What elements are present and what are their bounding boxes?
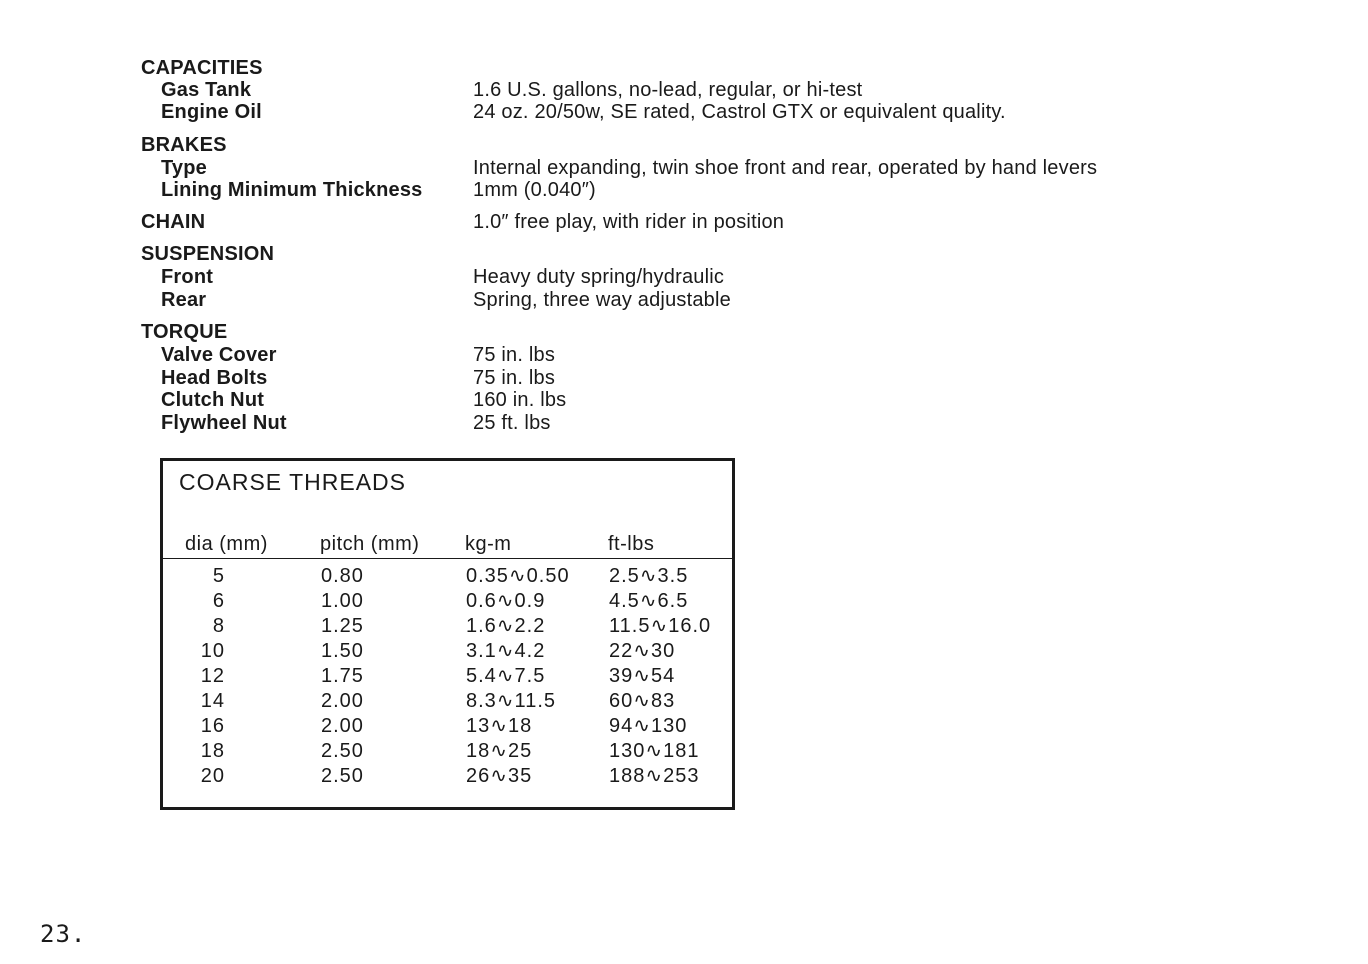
spec-row-head-bolts bbox=[0, 366, 1368, 390]
spec-label: Front bbox=[161, 266, 214, 288]
spec-label: SUSPENSION bbox=[141, 243, 275, 265]
spec-value: 25 ft. lbs bbox=[473, 412, 551, 434]
table-row bbox=[163, 714, 735, 739]
spec-label: Flywheel Nut bbox=[161, 412, 287, 434]
pitch-cell: 1.75 bbox=[321, 665, 364, 687]
spec-label: Clutch Nut bbox=[161, 389, 265, 411]
dia-cell: 18 bbox=[200, 740, 225, 762]
kg-m-cell: 0.6∿0.9 bbox=[466, 590, 546, 612]
dia-cell: 6 bbox=[212, 590, 225, 612]
ft-lbs-cell: 60∿83 bbox=[609, 690, 676, 712]
spec-row-clutch-nut bbox=[0, 388, 1368, 412]
ft-lbs-cell: 94∿130 bbox=[609, 715, 688, 737]
table-row bbox=[163, 589, 735, 614]
pitch-cell: 0.80 bbox=[321, 565, 364, 587]
page-number: 23. bbox=[40, 920, 87, 948]
spec-label: BRAKES bbox=[141, 134, 227, 156]
spec-label: CHAIN bbox=[141, 211, 206, 233]
spec-value: Internal expanding, twin shoe front and rear, operated by hand levers bbox=[473, 157, 1098, 179]
table-row bbox=[163, 564, 735, 589]
spec-value: 1.6 U.S. gallons, no-lead, regular, or hi-test bbox=[473, 79, 863, 101]
ft-lbs-cell: 2.5∿3.5 bbox=[609, 565, 689, 587]
dia-cell: 10 bbox=[200, 640, 225, 662]
kg-m-cell: 26∿35 bbox=[466, 765, 533, 787]
dia-cell: 16 bbox=[200, 715, 225, 737]
header-divider bbox=[163, 558, 735, 559]
dia-cell: 14 bbox=[200, 690, 225, 712]
pitch-cell: 1.00 bbox=[321, 590, 364, 612]
spec-label: Gas Tank bbox=[161, 79, 252, 101]
ft-lbs-cell: 188∿253 bbox=[609, 765, 700, 787]
spec-row-front bbox=[0, 265, 1368, 289]
coarse-threads-table bbox=[160, 458, 735, 810]
spec-row-lining-thickness bbox=[0, 178, 1368, 202]
column-header-kg-m: kg-m bbox=[465, 533, 512, 555]
ft-lbs-cell: 11.5∿16.0 bbox=[609, 615, 712, 637]
spec-value: 75 in. lbs bbox=[473, 367, 556, 389]
pitch-cell: 2.00 bbox=[321, 715, 364, 737]
spec-label: TORQUE bbox=[141, 321, 228, 343]
spec-label: Head Bolts bbox=[161, 367, 268, 389]
spec-label: Lining Minimum Thickness bbox=[161, 179, 423, 201]
dia-cell: 5 bbox=[212, 565, 225, 587]
spec-row-brake-type bbox=[0, 156, 1368, 180]
column-header-ft-lbs: ft-lbs bbox=[608, 533, 655, 555]
ft-lbs-cell: 22∿30 bbox=[609, 640, 676, 662]
kg-m-cell: 13∿18 bbox=[466, 715, 533, 737]
ft-lbs-cell: 39∿54 bbox=[609, 665, 676, 687]
spec-row-capacities bbox=[0, 56, 1368, 80]
kg-m-cell: 0.35∿0.50 bbox=[466, 565, 570, 587]
spec-value: 160 in. lbs bbox=[473, 389, 567, 411]
dia-cell: 12 bbox=[200, 665, 225, 687]
spec-value: 1mm (0.040″) bbox=[473, 179, 596, 201]
table-row bbox=[163, 764, 735, 789]
spec-row-suspension bbox=[0, 242, 1368, 266]
spec-row-torque bbox=[0, 320, 1368, 344]
spec-label: Type bbox=[161, 157, 207, 179]
table-row bbox=[163, 614, 735, 639]
pitch-cell: 2.00 bbox=[321, 690, 364, 712]
spec-row-brakes bbox=[0, 133, 1368, 157]
column-header-pitch: pitch (mm) bbox=[320, 533, 420, 555]
pitch-cell: 2.50 bbox=[321, 765, 364, 787]
ft-lbs-cell: 130∿181 bbox=[609, 740, 700, 762]
table-row bbox=[163, 689, 735, 714]
spec-label: CAPACITIES bbox=[141, 57, 263, 79]
spec-value: 75 in. lbs bbox=[473, 344, 556, 366]
column-header-dia: dia (mm) bbox=[185, 533, 268, 555]
spec-value: Spring, three way adjustable bbox=[473, 289, 731, 311]
table-row bbox=[163, 739, 735, 764]
ft-lbs-cell: 4.5∿6.5 bbox=[609, 590, 689, 612]
spec-value: 24 oz. 20/50w, SE rated, Castrol GTX or equivalent quality. bbox=[473, 101, 1006, 123]
kg-m-cell: 1.6∿2.2 bbox=[466, 615, 546, 637]
spec-row-rear bbox=[0, 288, 1368, 312]
spec-label: Engine Oil bbox=[161, 101, 262, 123]
spec-row-engine-oil bbox=[0, 100, 1368, 124]
spec-value: 1.0″ free play, with rider in position bbox=[473, 211, 785, 233]
pitch-cell: 2.50 bbox=[321, 740, 364, 762]
spec-row-chain bbox=[0, 210, 1368, 234]
spec-value: Heavy duty spring/hydraulic bbox=[473, 266, 725, 288]
kg-m-cell: 5.4∿7.5 bbox=[466, 665, 546, 687]
kg-m-cell: 3.1∿4.2 bbox=[466, 640, 546, 662]
table-title: COARSE THREADS bbox=[179, 469, 407, 495]
dia-cell: 8 bbox=[212, 615, 225, 637]
pitch-cell: 1.25 bbox=[321, 615, 364, 637]
kg-m-cell: 8.3∿11.5 bbox=[466, 690, 557, 712]
spec-label: Valve Cover bbox=[161, 344, 277, 366]
table-row bbox=[163, 664, 735, 689]
pitch-cell: 1.50 bbox=[321, 640, 364, 662]
kg-m-cell: 18∿25 bbox=[466, 740, 533, 762]
dia-cell: 20 bbox=[200, 765, 225, 787]
spec-row-valve-cover bbox=[0, 343, 1368, 367]
table-row bbox=[163, 639, 735, 664]
spec-row-gas-tank bbox=[0, 78, 1368, 102]
spec-row-flywheel-nut bbox=[0, 411, 1368, 435]
spec-label: Rear bbox=[161, 289, 207, 311]
